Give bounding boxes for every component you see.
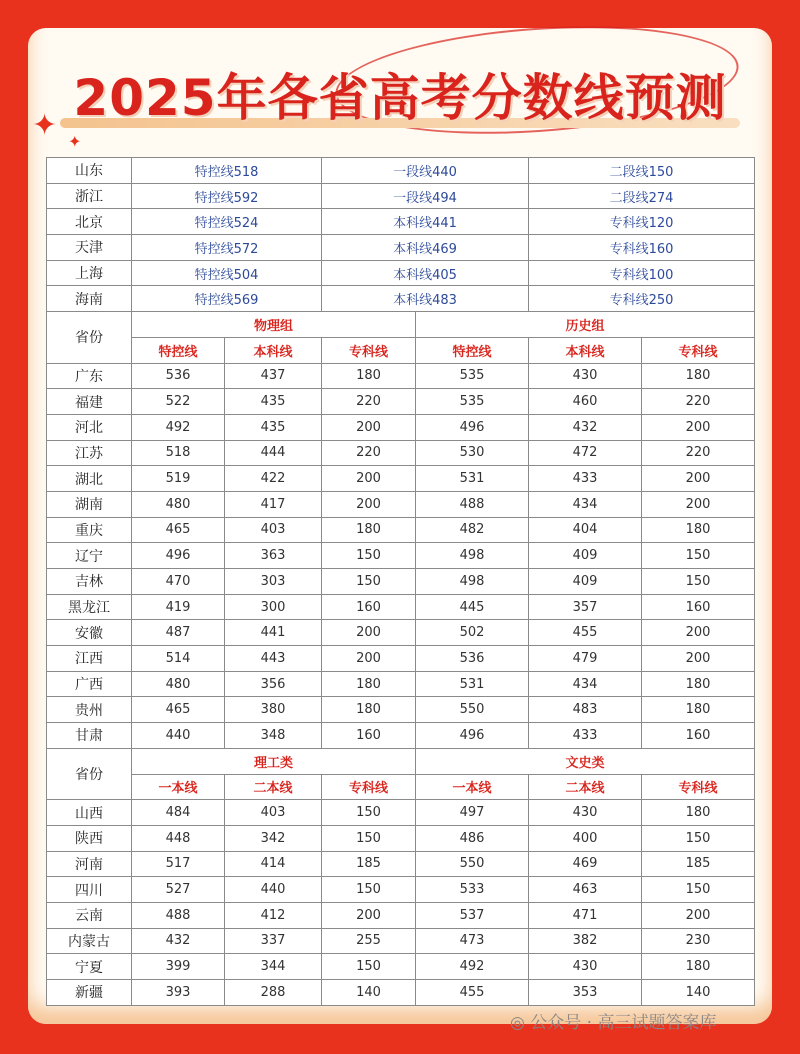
score-cell: 400 (529, 825, 642, 851)
score-cell: 150 (322, 543, 416, 569)
score-cell: 488 (132, 902, 225, 928)
score-line-cell: 特控线592 (132, 183, 322, 209)
province-cell: 江西 (47, 646, 132, 672)
score-cell: 200 (322, 491, 416, 517)
score-cell: 430 (529, 800, 642, 826)
score-cell: 430 (529, 363, 642, 389)
score-cell: 150 (322, 569, 416, 595)
score-cell: 518 (132, 440, 225, 466)
score-cell: 393 (132, 980, 225, 1006)
province-cell: 浙江 (47, 183, 132, 209)
table-row (47, 414, 755, 440)
score-cell: 479 (529, 646, 642, 672)
table-row (47, 877, 755, 903)
score-cell: 531 (416, 671, 529, 697)
table-row (47, 517, 755, 543)
score-line-cell: 专科线250 (529, 286, 755, 312)
score-cell: 419 (132, 594, 225, 620)
province-cell: 陕西 (47, 825, 132, 851)
score-cell: 463 (529, 877, 642, 903)
score-cell: 303 (225, 569, 322, 595)
province-cell: 天津 (47, 235, 132, 261)
score-table (46, 157, 755, 1006)
column-header: 二本线 (529, 774, 642, 800)
page-title: 2025年各省高考分数线预测 (73, 69, 727, 127)
table-row (47, 491, 755, 517)
province-cell: 河北 (47, 414, 132, 440)
score-line-cell: 专科线160 (529, 235, 755, 261)
score-cell: 455 (529, 620, 642, 646)
score-cell: 480 (132, 491, 225, 517)
score-cell: 527 (132, 877, 225, 903)
province-cell: 辽宁 (47, 543, 132, 569)
score-cell: 536 (132, 363, 225, 389)
score-cell: 404 (529, 517, 642, 543)
table-row (47, 440, 755, 466)
score-cell: 160 (642, 594, 755, 620)
score-cell: 444 (225, 440, 322, 466)
score-cell: 300 (225, 594, 322, 620)
sparkle-icon: ✦ (32, 108, 58, 143)
score-cell: 160 (322, 594, 416, 620)
score-cell: 180 (642, 800, 755, 826)
score-cell: 473 (416, 928, 529, 954)
score-cell: 356 (225, 671, 322, 697)
score-cell: 496 (132, 543, 225, 569)
score-cell: 537 (416, 902, 529, 928)
score-cell: 535 (416, 389, 529, 415)
score-cell: 150 (322, 800, 416, 826)
table-row (47, 928, 755, 954)
score-cell: 417 (225, 491, 322, 517)
table-row (47, 569, 755, 595)
score-cell: 180 (322, 517, 416, 543)
score-cell: 434 (529, 671, 642, 697)
table-row (47, 337, 755, 363)
province-cell: 海南 (47, 286, 132, 312)
score-cell: 344 (225, 954, 322, 980)
table-row (47, 620, 755, 646)
score-line-cell: 本科线469 (322, 235, 529, 261)
table-row (47, 723, 755, 749)
score-line-cell: 本科线483 (322, 286, 529, 312)
score-line-cell: 特控线572 (132, 235, 322, 261)
table-row (47, 235, 755, 261)
score-cell: 200 (322, 466, 416, 492)
score-cell: 531 (416, 466, 529, 492)
score-cell: 200 (642, 620, 755, 646)
score-cell: 522 (132, 389, 225, 415)
table-row (47, 543, 755, 569)
score-cell: 220 (642, 440, 755, 466)
score-line-cell: 特控线518 (132, 158, 322, 184)
province-cell: 重庆 (47, 517, 132, 543)
score-cell: 180 (322, 697, 416, 723)
score-cell: 414 (225, 851, 322, 877)
score-line-cell: 本科线405 (322, 260, 529, 286)
score-cell: 200 (322, 620, 416, 646)
score-cell: 550 (416, 697, 529, 723)
province-cell: 广东 (47, 363, 132, 389)
table-row (47, 312, 755, 338)
score-cell: 150 (322, 954, 416, 980)
table-row (47, 800, 755, 826)
score-cell: 185 (322, 851, 416, 877)
province-header: 省份 (47, 748, 132, 799)
province-cell: 黑龙江 (47, 594, 132, 620)
score-cell: 492 (416, 954, 529, 980)
score-cell: 435 (225, 389, 322, 415)
score-cell: 472 (529, 440, 642, 466)
score-cell: 497 (416, 800, 529, 826)
column-header: 本科线 (529, 337, 642, 363)
column-header: 二本线 (225, 774, 322, 800)
table-row (47, 594, 755, 620)
score-cell: 357 (529, 594, 642, 620)
score-cell: 433 (529, 723, 642, 749)
score-line-cell: 特控线569 (132, 286, 322, 312)
column-header: 特控线 (416, 337, 529, 363)
score-cell: 403 (225, 800, 322, 826)
province-cell: 四川 (47, 877, 132, 903)
score-cell: 140 (642, 980, 755, 1006)
score-cell: 180 (322, 363, 416, 389)
score-cell: 337 (225, 928, 322, 954)
table-row (47, 697, 755, 723)
score-line-cell: 特控线504 (132, 260, 322, 286)
score-cell: 382 (529, 928, 642, 954)
score-cell: 484 (132, 800, 225, 826)
province-cell: 福建 (47, 389, 132, 415)
table-row (47, 363, 755, 389)
score-cell: 220 (322, 389, 416, 415)
table-row (47, 774, 755, 800)
score-cell: 496 (416, 723, 529, 749)
sparkle-small-icon: ✦ (68, 132, 82, 151)
score-cell: 160 (322, 723, 416, 749)
score-cell: 150 (642, 569, 755, 595)
province-cell: 安徽 (47, 620, 132, 646)
score-cell: 440 (225, 877, 322, 903)
province-cell: 北京 (47, 209, 132, 235)
table-row (47, 851, 755, 877)
column-header: 一本线 (132, 774, 225, 800)
province-cell: 云南 (47, 902, 132, 928)
table-row (47, 466, 755, 492)
score-cell: 150 (642, 877, 755, 903)
score-cell: 422 (225, 466, 322, 492)
score-cell: 498 (416, 569, 529, 595)
score-line-cell: 二段线150 (529, 158, 755, 184)
province-cell: 湖北 (47, 466, 132, 492)
score-cell: 403 (225, 517, 322, 543)
score-cell: 200 (322, 902, 416, 928)
wechat-icon: ◎ (510, 1013, 531, 1033)
score-line-cell: 二段线274 (529, 183, 755, 209)
score-cell: 200 (642, 466, 755, 492)
score-cell: 200 (642, 902, 755, 928)
score-cell: 150 (642, 543, 755, 569)
province-cell: 内蒙古 (47, 928, 132, 954)
score-cell: 150 (322, 877, 416, 903)
score-cell: 502 (416, 620, 529, 646)
table-row (47, 671, 755, 697)
score-cell: 200 (322, 646, 416, 672)
score-cell: 160 (642, 723, 755, 749)
score-cell: 353 (529, 980, 642, 1006)
score-cell: 409 (529, 569, 642, 595)
score-cell: 440 (132, 723, 225, 749)
score-cell: 140 (322, 980, 416, 1006)
score-cell: 434 (529, 491, 642, 517)
score-cell: 255 (322, 928, 416, 954)
score-cell: 412 (225, 902, 322, 928)
score-cell: 363 (225, 543, 322, 569)
score-cell: 535 (416, 363, 529, 389)
column-header: 专科线 (642, 774, 755, 800)
score-cell: 380 (225, 697, 322, 723)
score-line-cell: 本科线441 (322, 209, 529, 235)
province-header: 省份 (47, 312, 132, 363)
score-cell: 150 (642, 825, 755, 851)
score-cell: 519 (132, 466, 225, 492)
province-cell: 广西 (47, 671, 132, 697)
score-cell: 180 (642, 517, 755, 543)
score-cell: 348 (225, 723, 322, 749)
column-header: 特控线 (132, 337, 225, 363)
score-line-cell: 一段线494 (322, 183, 529, 209)
score-cell: 470 (132, 569, 225, 595)
score-cell: 409 (529, 543, 642, 569)
column-header: 专科线 (322, 337, 416, 363)
province-cell: 甘肃 (47, 723, 132, 749)
score-cell: 443 (225, 646, 322, 672)
score-cell: 200 (642, 646, 755, 672)
score-cell: 514 (132, 646, 225, 672)
province-cell: 宁夏 (47, 954, 132, 980)
score-cell: 288 (225, 980, 322, 1006)
province-cell: 山西 (47, 800, 132, 826)
score-cell: 230 (642, 928, 755, 954)
score-cell: 435 (225, 414, 322, 440)
score-cell: 471 (529, 902, 642, 928)
score-cell: 220 (642, 389, 755, 415)
table-row (47, 646, 755, 672)
score-cell: 469 (529, 851, 642, 877)
province-cell: 湖南 (47, 491, 132, 517)
score-cell: 200 (642, 491, 755, 517)
province-cell: 新疆 (47, 980, 132, 1006)
score-cell: 465 (132, 517, 225, 543)
score-cell: 455 (416, 980, 529, 1006)
score-cell: 180 (642, 954, 755, 980)
group-header: 文史类 (416, 748, 755, 774)
score-cell: 185 (642, 851, 755, 877)
score-cell: 180 (642, 363, 755, 389)
score-cell: 498 (416, 543, 529, 569)
watermark: ◎ 公众号 · 高三试题答案库 (510, 1013, 717, 1033)
score-cell: 486 (416, 825, 529, 851)
score-cell: 432 (529, 414, 642, 440)
table-row (47, 825, 755, 851)
column-header: 专科线 (322, 774, 416, 800)
score-line-cell: 专科线120 (529, 209, 755, 235)
province-cell: 上海 (47, 260, 132, 286)
score-cell: 536 (416, 646, 529, 672)
group-header: 理工类 (132, 748, 416, 774)
score-cell: 550 (416, 851, 529, 877)
score-cell: 517 (132, 851, 225, 877)
table-row (47, 209, 755, 235)
score-cell: 496 (416, 414, 529, 440)
score-cell: 180 (642, 697, 755, 723)
score-cell: 150 (322, 825, 416, 851)
score-cell: 432 (132, 928, 225, 954)
score-cell: 487 (132, 620, 225, 646)
score-cell: 399 (132, 954, 225, 980)
score-cell: 492 (132, 414, 225, 440)
score-cell: 530 (416, 440, 529, 466)
province-cell: 江苏 (47, 440, 132, 466)
score-line-cell: 一段线440 (322, 158, 529, 184)
score-cell: 342 (225, 825, 322, 851)
score-line-cell: 特控线524 (132, 209, 322, 235)
table-row (47, 980, 755, 1006)
score-cell: 482 (416, 517, 529, 543)
score-cell: 430 (529, 954, 642, 980)
score-cell: 448 (132, 825, 225, 851)
province-cell: 山东 (47, 158, 132, 184)
province-cell: 吉林 (47, 569, 132, 595)
score-cell: 460 (529, 389, 642, 415)
column-header: 专科线 (642, 337, 755, 363)
score-cell: 200 (322, 414, 416, 440)
table-row (47, 389, 755, 415)
table-row (47, 902, 755, 928)
score-cell: 483 (529, 697, 642, 723)
score-cell: 480 (132, 671, 225, 697)
score-cell: 533 (416, 877, 529, 903)
score-cell: 220 (322, 440, 416, 466)
score-cell: 445 (416, 594, 529, 620)
score-cell: 200 (642, 414, 755, 440)
score-cell: 433 (529, 466, 642, 492)
province-cell: 河南 (47, 851, 132, 877)
group-header: 物理组 (132, 312, 416, 338)
score-cell: 465 (132, 697, 225, 723)
column-header: 一本线 (416, 774, 529, 800)
table-row (47, 158, 755, 184)
table-row (47, 748, 755, 774)
score-cell: 441 (225, 620, 322, 646)
score-cell: 437 (225, 363, 322, 389)
score-cell: 180 (322, 671, 416, 697)
column-header: 本科线 (225, 337, 322, 363)
province-cell: 贵州 (47, 697, 132, 723)
table-row (47, 286, 755, 312)
score-cell: 180 (642, 671, 755, 697)
score-line-cell: 专科线100 (529, 260, 755, 286)
table-row (47, 183, 755, 209)
table-row (47, 260, 755, 286)
score-cell: 488 (416, 491, 529, 517)
group-header: 历史组 (416, 312, 755, 338)
table-row (47, 954, 755, 980)
